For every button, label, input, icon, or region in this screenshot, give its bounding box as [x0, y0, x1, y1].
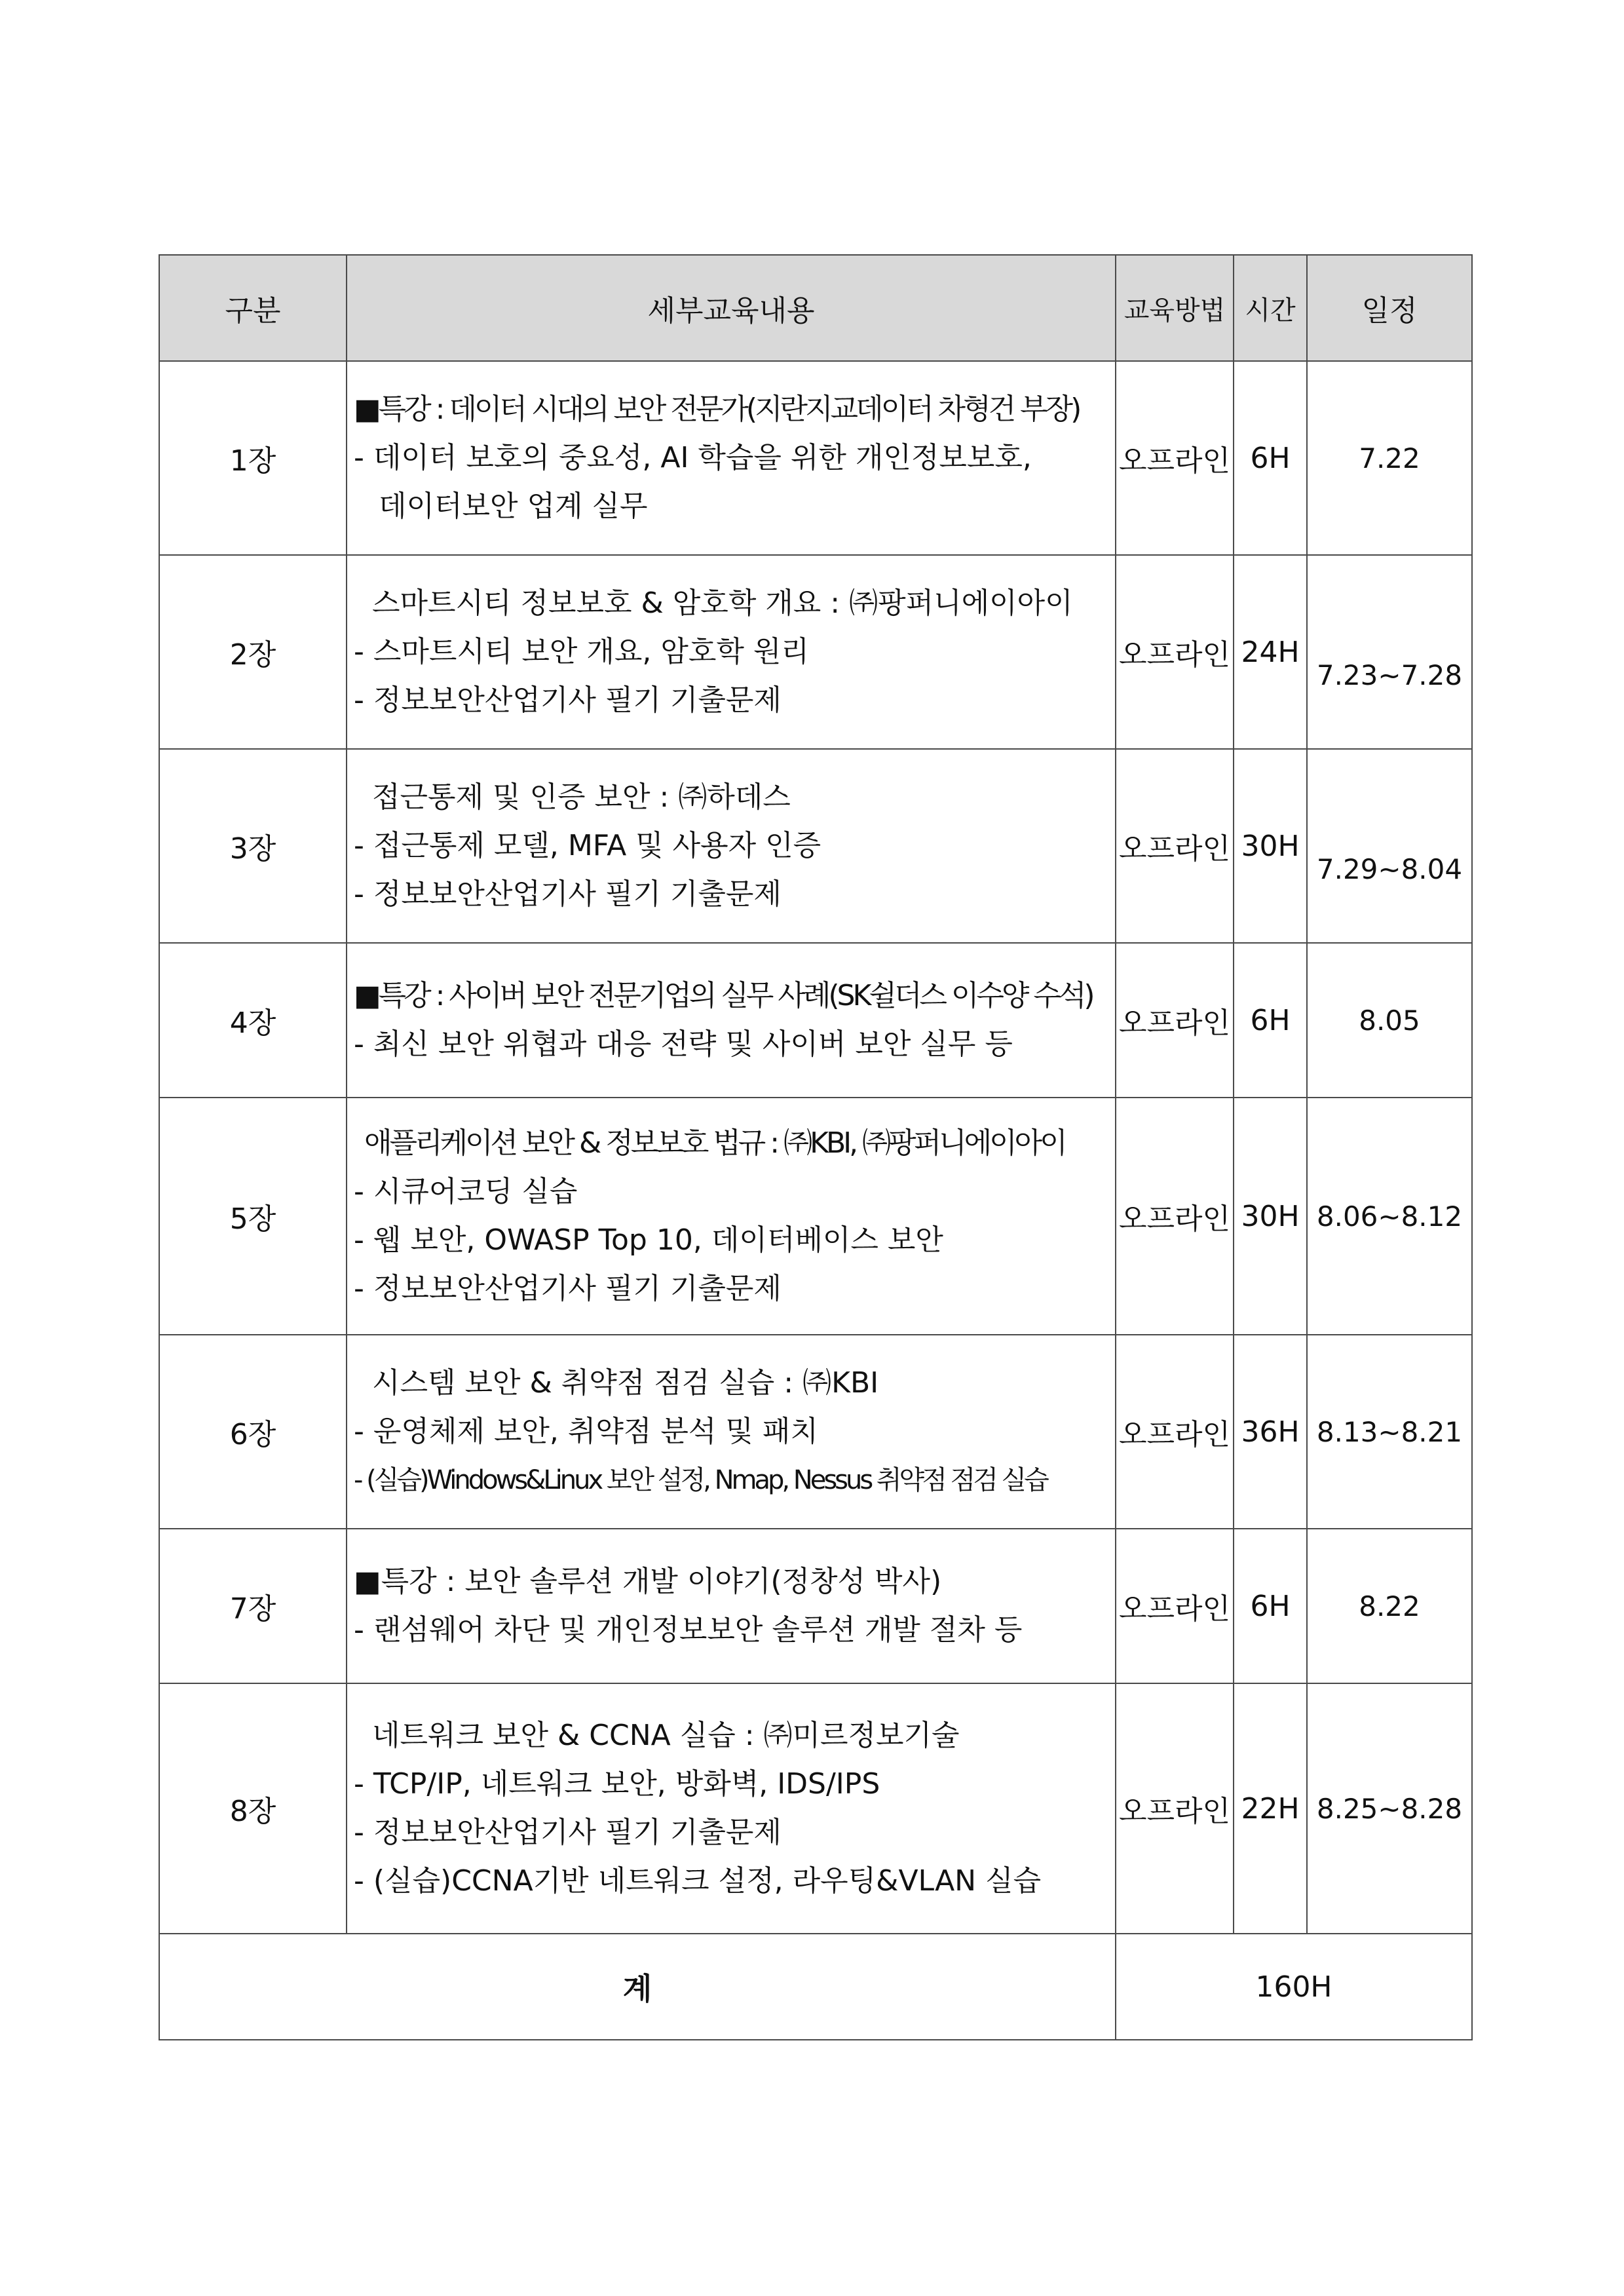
header-method: 교육방법: [1116, 255, 1234, 361]
section-cell: 1장: [159, 361, 347, 555]
hours-cell: 30H: [1234, 1098, 1307, 1335]
hours-cell: 6H: [1234, 1529, 1307, 1683]
hours-cell: 24H: [1234, 555, 1307, 749]
content-line: 네트워크 보안 & CCNA 실습 : ㈜미르정보기술: [372, 1719, 960, 1752]
method-cell: 오프라인: [1116, 361, 1234, 555]
section-cell: 2장: [159, 555, 347, 749]
total-label: 계: [159, 1934, 1116, 2040]
table-row: [159, 749, 1472, 943]
section-cell: 5장: [159, 1098, 347, 1335]
content-line: - 정보보안산업기사 필기 기출문제: [354, 1816, 782, 1849]
content-line: 시스템 보안 & 취약점 점검 실습 : ㈜KBI: [372, 1366, 879, 1400]
content-cell: [347, 1683, 1116, 1934]
content-line: - 정보보안산업기사 필기 기출문제: [354, 1272, 782, 1305]
header-hours: 시간: [1234, 255, 1307, 361]
content-line: ■특강 : 보안 솔루션 개발 이야기(정창성 박사): [354, 1565, 942, 1598]
content-line: - 접근통제 모델, MFA 및 사용자 인증: [354, 829, 821, 862]
table-row: [159, 1335, 1472, 1529]
method-cell: 오프라인: [1116, 749, 1234, 943]
schedule-cell: 8.06~8.12: [1307, 1098, 1472, 1335]
content-line: ■특강 : 데이터 시대의 보안 전문가(지란지교데이터 차형건 부장): [354, 392, 1080, 426]
content-cell: [347, 1098, 1116, 1335]
total-hours: 160H: [1116, 1934, 1472, 2040]
total-row: [159, 1934, 1472, 2040]
content-cell: [347, 943, 1116, 1098]
method-cell: 오프라인: [1116, 555, 1234, 749]
header-section: 구분: [159, 255, 347, 361]
schedule-cell: 8.05: [1307, 943, 1472, 1098]
content-line: 데이터보안 업계 실무: [379, 489, 648, 523]
table-row: [159, 555, 1472, 749]
section-cell: 7장: [159, 1529, 347, 1683]
method-cell: 오프라인: [1116, 1683, 1234, 1934]
content-cell: [347, 555, 1116, 749]
table-header-row: [159, 255, 1472, 361]
schedule-cell: 8.22: [1307, 1529, 1472, 1683]
content-line: - 스마트시티 보안 개요, 암호학 원리: [354, 635, 809, 668]
hours-cell: 22H: [1234, 1683, 1307, 1934]
content-line: ■특강 : 사이버 보안 전문기업의 실무 사례(SK쉴더스 이수양 수석): [354, 979, 1093, 1012]
section-cell: 3장: [159, 749, 347, 943]
content-line: - 정보보안산업기사 필기 기출문제: [354, 683, 782, 717]
schedule-cell: 8.25~8.28: [1307, 1683, 1472, 1934]
method-cell: 오프라인: [1116, 1335, 1234, 1529]
header-content: 세부교육내용: [347, 255, 1116, 361]
content-line: 스마트시티 정보보호 & 암호학 개요 : ㈜팡퍼니에이아이: [372, 586, 1073, 620]
hours-cell: 6H: [1234, 361, 1307, 555]
content-cell: [347, 1335, 1116, 1529]
content-line: - 데이터 보호의 중요성, AI 학습을 위한 개인정보보호,: [354, 441, 1032, 474]
content-line: 접근통제 및 인증 보안 : ㈜하데스: [372, 780, 791, 814]
content-line: - 웹 보안, OWASP Top 10, 데이터베이스 보안: [354, 1223, 943, 1257]
curriculum-table: [159, 254, 1473, 2040]
table-row: [159, 1098, 1472, 1335]
content-line: 애플리케이션 보안 & 정보보호 법규 : ㈜KBI, ㈜팡퍼니에이아이: [364, 1126, 1065, 1160]
content-line: - TCP/IP, 네트워크 보안, 방화벽, IDS/IPS: [354, 1767, 880, 1801]
content-line: - 최신 보안 위협과 대응 전략 및 사이버 보안 실무 등: [354, 1027, 1013, 1061]
content-cell: [347, 1529, 1116, 1683]
content-line: - 운영체제 보안, 취약점 분석 및 패치: [354, 1415, 818, 1448]
hours-cell: 6H: [1234, 943, 1307, 1098]
content-cell: [347, 361, 1116, 555]
method-cell: 오프라인: [1116, 1098, 1234, 1335]
content-line: - 시큐어코딩 실습: [354, 1175, 578, 1208]
hours-cell: 36H: [1234, 1335, 1307, 1529]
section-cell: 4장: [159, 943, 347, 1098]
content-line: - 랜섬웨어 차단 및 개인정보보안 솔루션 개발 절차 등: [354, 1613, 1023, 1647]
schedule-cell: 8.13~8.21: [1307, 1335, 1472, 1529]
content-line: - (실습)CCNA기반 네트워크 설정, 라우팅&VLAN 실습: [354, 1864, 1042, 1898]
table-row: [159, 1683, 1472, 1934]
section-cell: 6장: [159, 1335, 347, 1529]
section-cell: 8장: [159, 1683, 347, 1934]
schedule-cell: 7.29~8.04: [1307, 749, 1472, 943]
content-line: - (실습)Windows&Linux 보안 설정, Nmap, Nessus 취약점 점검 실습: [354, 1465, 1047, 1495]
hours-cell: 30H: [1234, 749, 1307, 943]
header-schedule: 일정: [1307, 255, 1472, 361]
content-cell: [347, 749, 1116, 943]
table-row: [159, 361, 1472, 555]
schedule-cell: 7.23~7.28: [1307, 555, 1472, 749]
table-row: [159, 943, 1472, 1098]
schedule-cell: 7.22: [1307, 361, 1472, 555]
method-cell: 오프라인: [1116, 1529, 1234, 1683]
content-line: - 정보보안산업기사 필기 기출문제: [354, 877, 782, 911]
method-cell: 오프라인: [1116, 943, 1234, 1098]
table-row: [159, 1529, 1472, 1683]
